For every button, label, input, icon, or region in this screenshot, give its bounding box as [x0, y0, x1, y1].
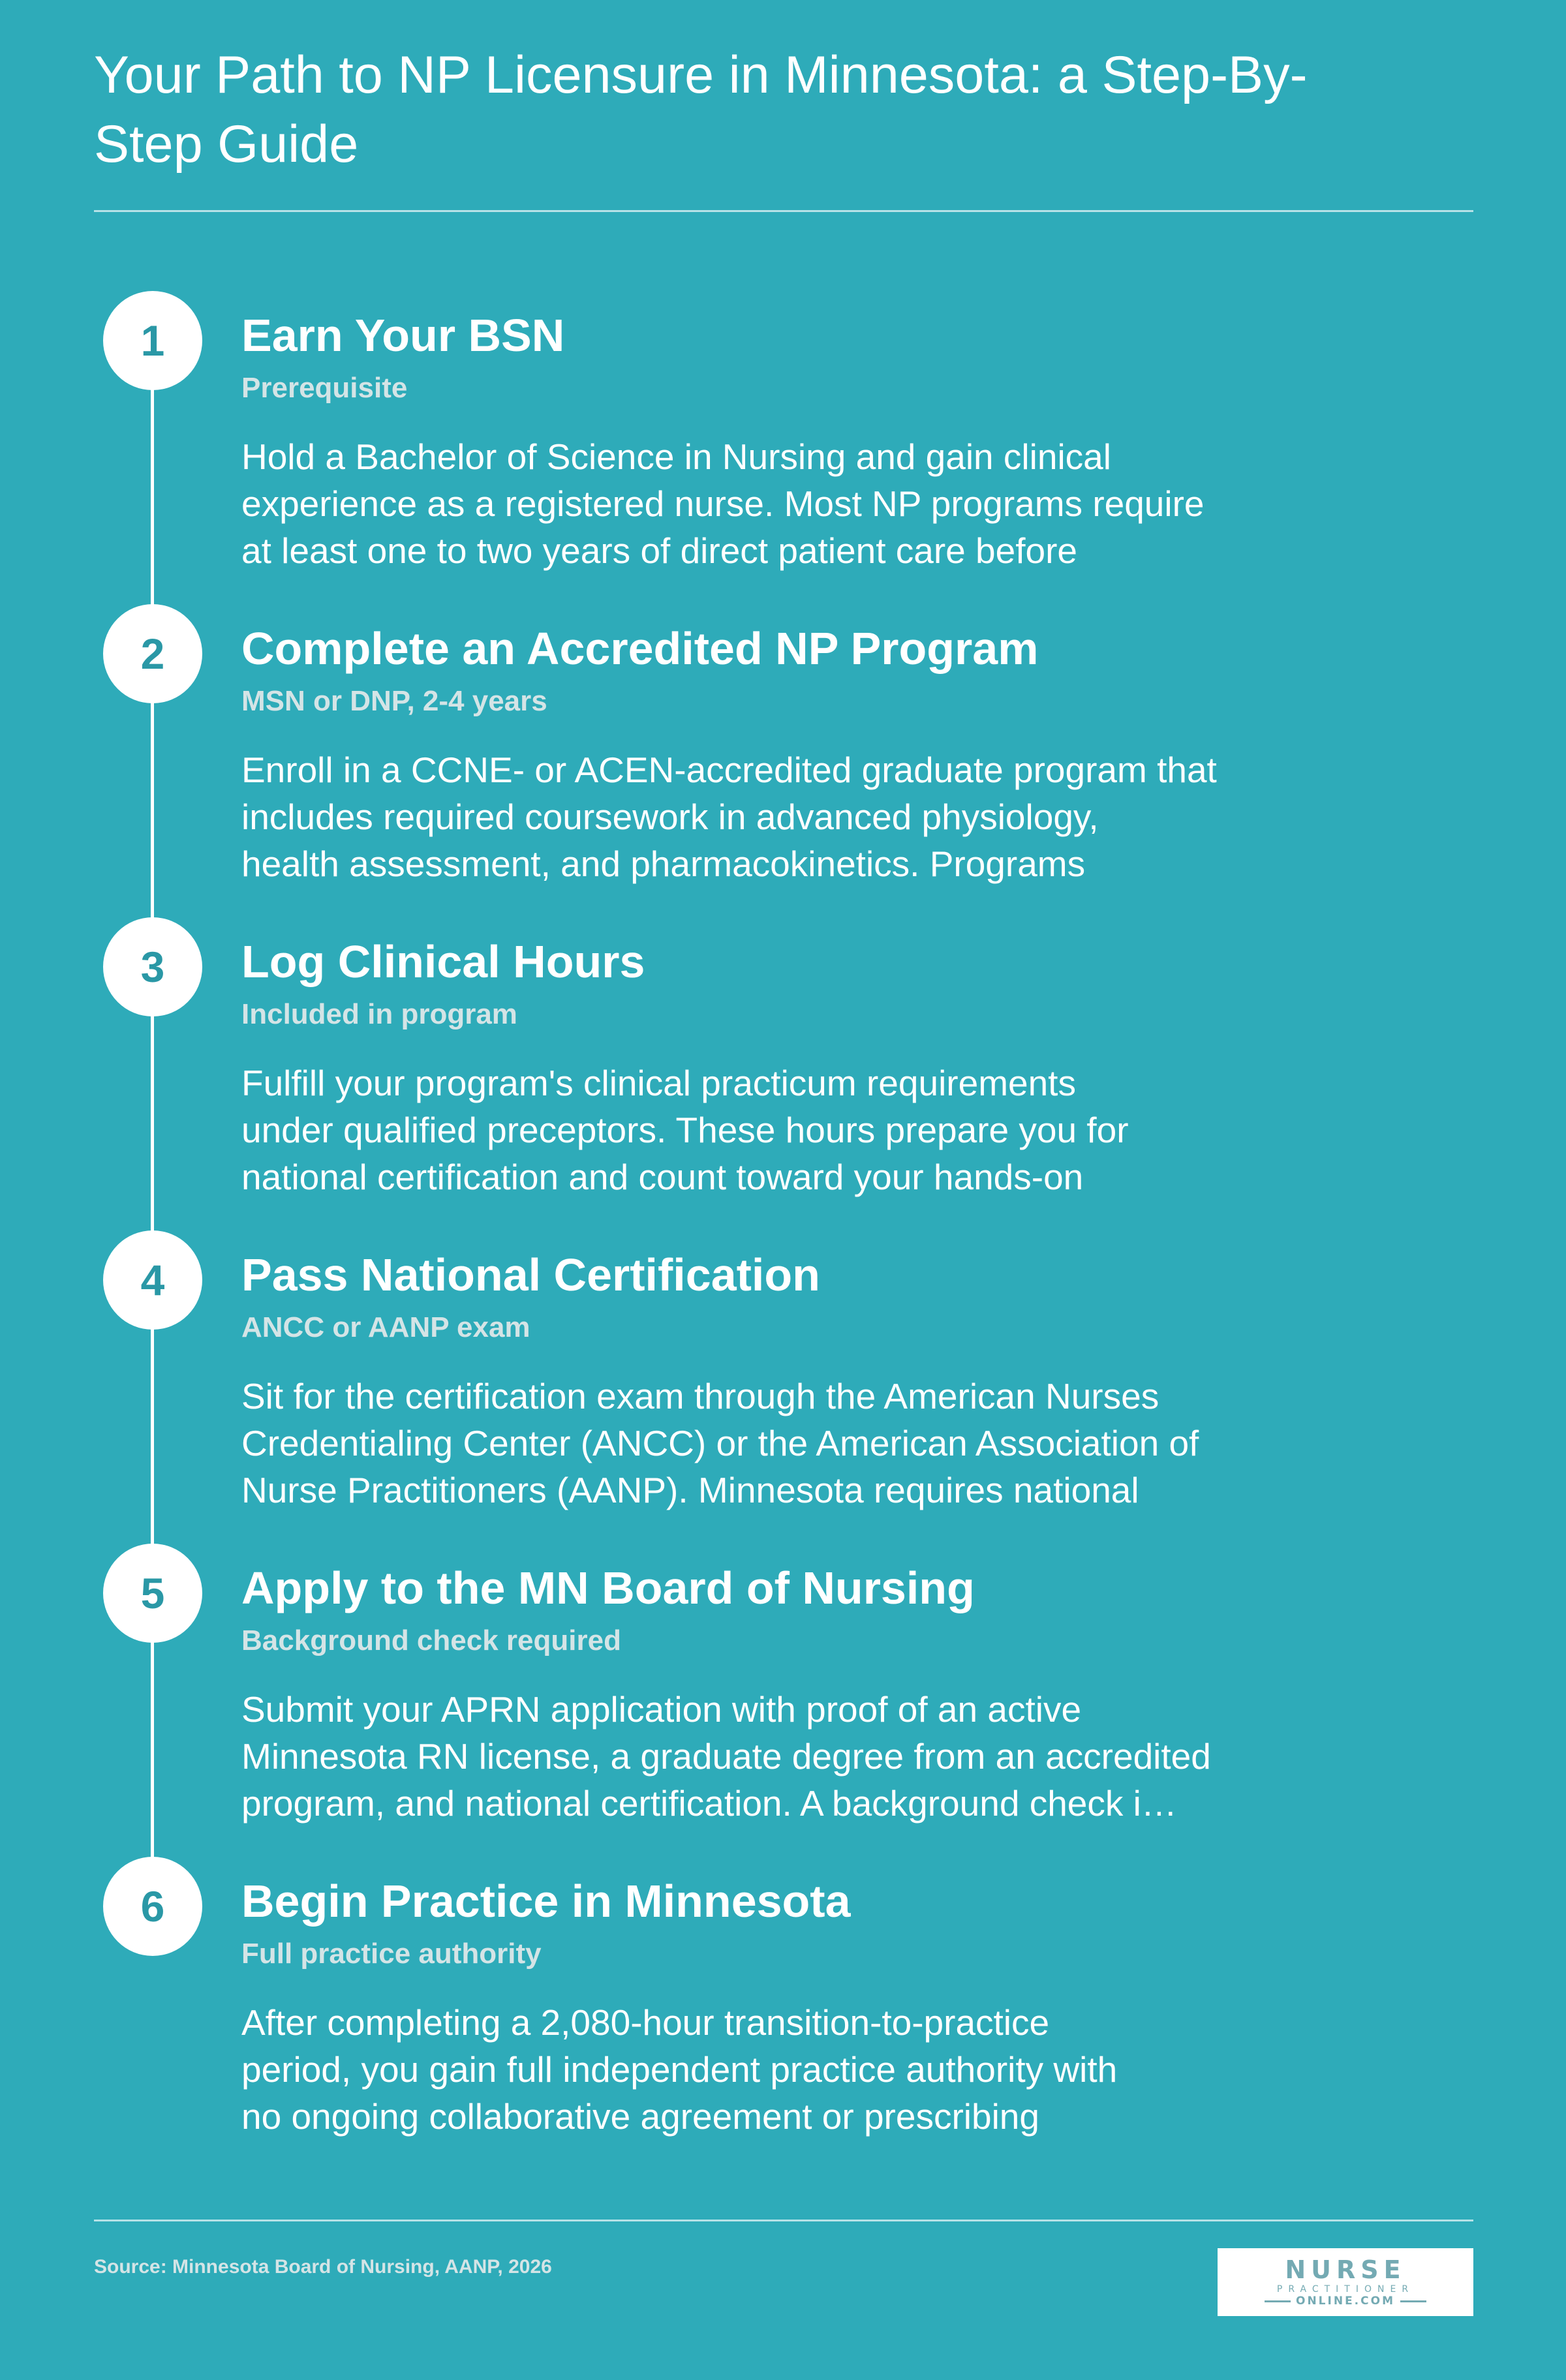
step-title: Complete an Accredited NP Program [241, 623, 1039, 674]
page-title: Your Path to NP Licensure in Minnesota: a Step-By-Step Guide [94, 46, 1308, 174]
step-2 [0, 604, 1566, 917]
description-line: Fulfill your program's clinical practicum requirements [241, 1063, 1076, 1103]
logo-dash [1400, 2300, 1426, 2302]
step-title: Pass National Certification [241, 1249, 820, 1300]
source-note: Source: Minnesota Board of Nursing, AANP, 2026 [94, 2256, 552, 2278]
description-line: period, you gain full independent practice authority with [241, 2049, 1118, 2090]
logo-subtext: PRACTITIONER [1276, 2284, 1415, 2295]
step-3 [0, 917, 1566, 1230]
description-line: After completing a 2,080-hour transition-to-practice [241, 2002, 1050, 2043]
step-description [241, 1686, 1272, 1827]
description-line: no ongoing collaborative agreement or prescribing [241, 2096, 1039, 2137]
description-line: Hold a Bachelor of Science in Nursing and gain clinical [241, 436, 1111, 477]
step-title: Begin Practice in Minnesota [241, 1876, 851, 1927]
step-description [241, 1999, 1272, 2140]
logo-dash [1265, 2300, 1291, 2302]
logo-bottom-row [1259, 2296, 1432, 2307]
footer-divider [94, 2220, 1473, 2221]
step-4 [0, 1230, 1566, 1544]
step-title: Earn Your BSN [241, 310, 565, 361]
step-description [241, 746, 1272, 887]
step-number-badge: 5 [103, 1544, 202, 1643]
step-number-badge: 3 [103, 917, 202, 1016]
step-subtitle: Included in program [241, 998, 517, 1030]
description-line: health assessment, and pharmacokinetics. Programs [241, 844, 1086, 884]
description-line: Minnesota RN license, a graduate degree from an accredited [241, 1736, 1211, 1777]
step-5 [0, 1544, 1566, 1857]
description-line: national certification and count toward your hands-on [241, 1157, 1084, 1197]
header-divider [94, 210, 1473, 212]
step-6 [0, 1857, 1566, 2170]
description-line: Credentialing Center (ANCC) or the American Association of [241, 1423, 1199, 1463]
step-subtitle: Background check required [241, 1625, 621, 1656]
step-1 [0, 291, 1566, 604]
logo-wordmark: NURSE [1285, 2255, 1406, 2284]
step-subtitle: MSN or DNP, 2-4 years [241, 685, 547, 717]
step-description [241, 1060, 1272, 1200]
step-number-badge: 2 [103, 604, 202, 703]
description-line: program, and national certification. A background check i… [241, 1783, 1177, 1823]
step-title: Log Clinical Hours [241, 936, 645, 987]
description-line: under qualified preceptors. These hours prepare you for [241, 1110, 1129, 1150]
description-line: includes required coursework in advanced physiology, [241, 797, 1099, 837]
step-subtitle: Full practice authority [241, 1938, 542, 1970]
step-description [241, 433, 1272, 574]
step-title: Apply to the MN Board of Nursing [241, 1563, 975, 1613]
description-line: Submit your APRN application with proof of an active [241, 1689, 1082, 1730]
step-description [241, 1373, 1272, 1514]
description-line: experience as a registered nurse. Most NP programs require [241, 483, 1205, 524]
logo-domain: ONLINE.COM [1296, 2295, 1395, 2308]
description-line: Nurse Practitioners (AANP). Minnesota requires national [241, 1470, 1139, 1510]
step-number-badge: 6 [103, 1857, 202, 1956]
description-line: Sit for the certification exam through the American Nurses [241, 1376, 1159, 1416]
description-line: Enroll in a CCNE- or ACEN-accredited graduate program that [241, 750, 1217, 790]
step-number-badge: 4 [103, 1230, 202, 1330]
description-line: at least one to two years of direct patient care before [241, 530, 1078, 571]
step-subtitle: Prerequisite [241, 372, 408, 404]
nurse-practitioner-online-logo [1218, 2248, 1473, 2316]
step-number-badge: 1 [103, 291, 202, 390]
step-subtitle: ANCC or AANP exam [241, 1311, 530, 1343]
